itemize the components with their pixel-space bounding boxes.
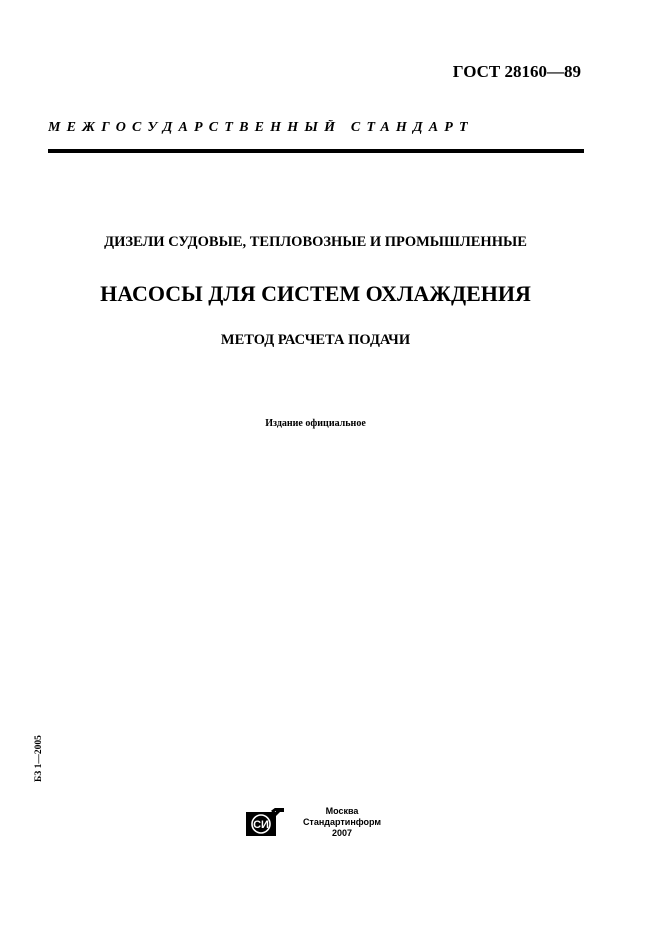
publisher-year: 2007: [331, 828, 353, 838]
publisher-block: [294, 806, 390, 839]
publisher-city: Москва: [325, 806, 359, 816]
standartinform-logo-icon: [246, 808, 284, 836]
sub-title: МЕТОД РАСЧЕТА ПОДАЧИ: [220, 332, 411, 348]
side-note: БЗ 1—2005: [34, 735, 44, 782]
publisher-name: Стандартинформ: [302, 817, 382, 827]
group-title: ДИЗЕЛИ СУДОВЫЕ, ТЕПЛОВОЗНЫЕ И ПРОМЫШЛЕННЫЕ: [104, 234, 527, 250]
standard-type-heading: МЕЖГОСУДАРСТВЕННЫЙ СТАНДАРТ: [48, 120, 474, 135]
header-divider: [48, 149, 584, 153]
main-title: НАСОСЫ ДЛЯ СИСТЕМ ОХЛАЖДЕНИЯ: [100, 281, 531, 306]
edition-note: Издание официальное: [265, 418, 366, 429]
logo-text: СИ: [253, 819, 269, 831]
document-number: ГОСТ 28160—89: [452, 62, 581, 81]
